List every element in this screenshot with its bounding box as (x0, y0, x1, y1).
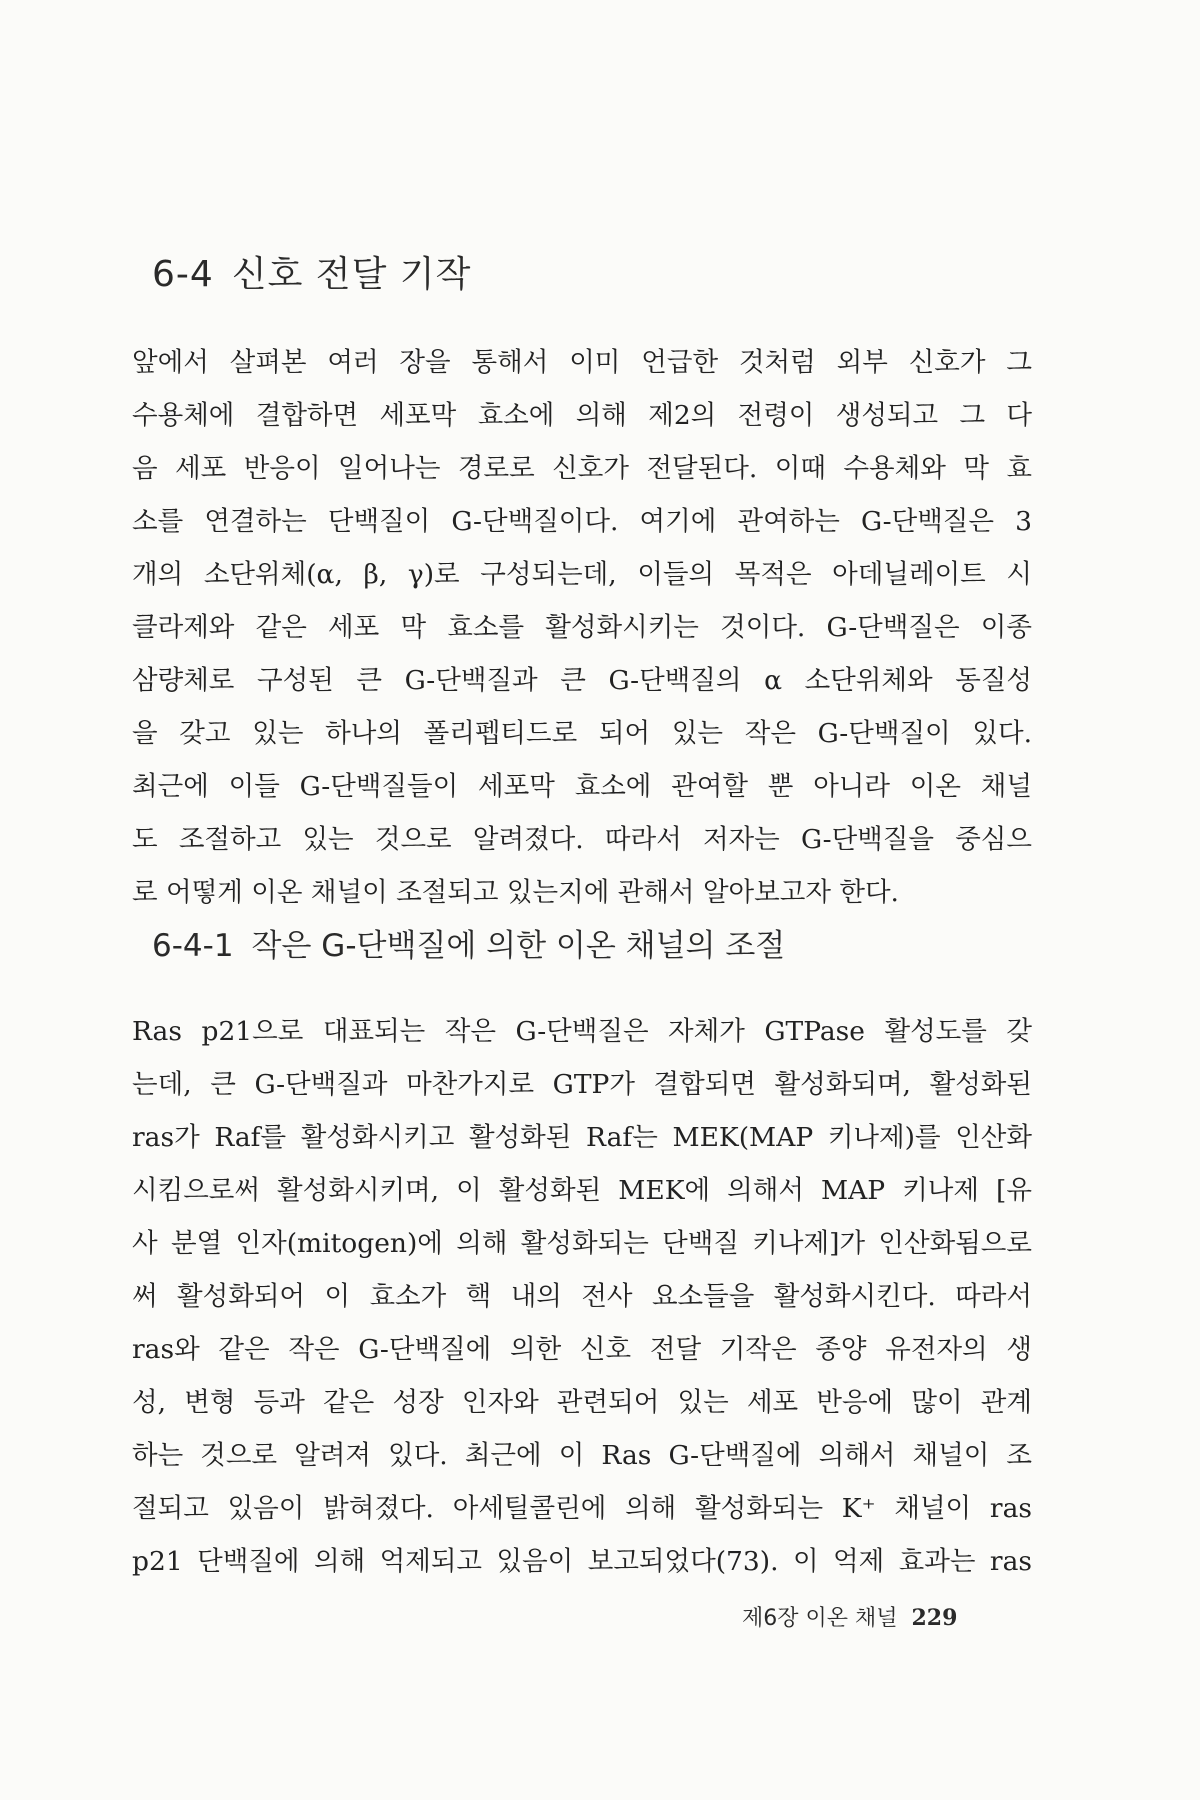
text-line: p21 단백질에 의해 억제되고 있음이 보고되었다(73). 이 억제 효과는 ras (132, 1546, 1032, 1577)
section-title: 신호 전달 기작 (231, 254, 472, 295)
text-line: 도 조절하고 있는 것으로 알려졌다. 따라서 저자는 G-단백질을 중심으 (132, 824, 1032, 855)
paragraph-ras (132, 1005, 1032, 1588)
text-line: 클라제와 같은 세포 막 효소를 활성화시키는 것이다. G-단백질은 이종 (132, 612, 1032, 643)
text-line: 음 세포 반응이 일어나는 경로로 신호가 전달된다. 이때 수용체와 막 효 (132, 453, 1032, 484)
text-line: 절되고 있음이 밝혀졌다. 아세틸콜린에 의해 활성화되는 K⁺ 채널이 ras (132, 1493, 1032, 1524)
text-line: Ras p21으로 대표되는 작은 G-단백질은 자체가 GTPase 활성도를 갖 (132, 1016, 1032, 1047)
text-line: 수용체에 결합하면 세포막 효소에 의해 제2의 전령이 생성되고 그 다 (132, 400, 1032, 431)
section-heading (152, 246, 471, 297)
text-line: 삼량체로 구성된 큰 G-단백질과 큰 G-단백질의 α 소단위체와 동질성 (132, 665, 1032, 696)
subsection-number: 6-4-1 (152, 928, 234, 964)
page-number: 229 (911, 1605, 958, 1631)
subsection-title: 작은 G-단백질에 의한 이온 채널의 조절 (251, 928, 786, 964)
text-line: 하는 것으로 알려져 있다. 최근에 이 Ras G-단백질에 의해서 채널이 조 (132, 1440, 1032, 1471)
page-footer (742, 1601, 957, 1632)
text-line: 개의 소단위체(α, β, γ)로 구성되는데, 이들의 목적은 아데닐레이트 시 (132, 559, 1032, 590)
running-chapter-title: 제6장 이온 채널 (742, 1606, 898, 1631)
text-line: 써 활성화되어 이 효소가 핵 내의 전사 요소들을 활성화시킨다. 따라서 (132, 1281, 1032, 1312)
section-number: 6-4 (152, 254, 214, 295)
text-line: 사 분열 인자(mitogen)에 의해 활성화되는 단백질 키나제]가 인산화됨으로 (132, 1228, 1032, 1259)
text-line: ras와 같은 작은 G-단백질에 의한 신호 전달 기작은 종양 유전자의 생 (132, 1334, 1032, 1365)
text-line: 앞에서 살펴본 여러 장을 통해서 이미 언급한 것처럼 외부 신호가 그 (132, 347, 1032, 378)
text-line: 최근에 이들 G-단백질들이 세포막 효소에 관여할 뿐 아니라 이온 채널 (132, 771, 1032, 802)
text-line: 는데, 큰 G-단백질과 마찬가지로 GTP가 결합되면 활성화되며, 활성화된 (132, 1069, 1032, 1100)
subsection-heading (152, 920, 785, 965)
text-line: 을 갖고 있는 하나의 폴리펩티드로 되어 있는 작은 G-단백질이 있다. (132, 718, 1032, 749)
text-line: 성, 변형 등과 같은 성장 인자와 관련되어 있는 세포 반응에 많이 관계 (132, 1387, 1032, 1418)
text-line: 로 어떻게 이온 채널이 조절되고 있는지에 관해서 알아보고자 한다. (132, 877, 899, 908)
paragraph-intro (132, 336, 1032, 919)
text-line: ras가 Raf를 활성화시키고 활성화된 Raf는 MEK(MAP 키나제)를 인산화 (132, 1122, 1032, 1153)
text-line: 소를 연결하는 단백질이 G-단백질이다. 여기에 관여하는 G-단백질은 3 (132, 506, 1032, 537)
text-line: 시킴으로써 활성화시키며, 이 활성화된 MEK에 의해서 MAP 키나제 [유 (132, 1175, 1032, 1206)
